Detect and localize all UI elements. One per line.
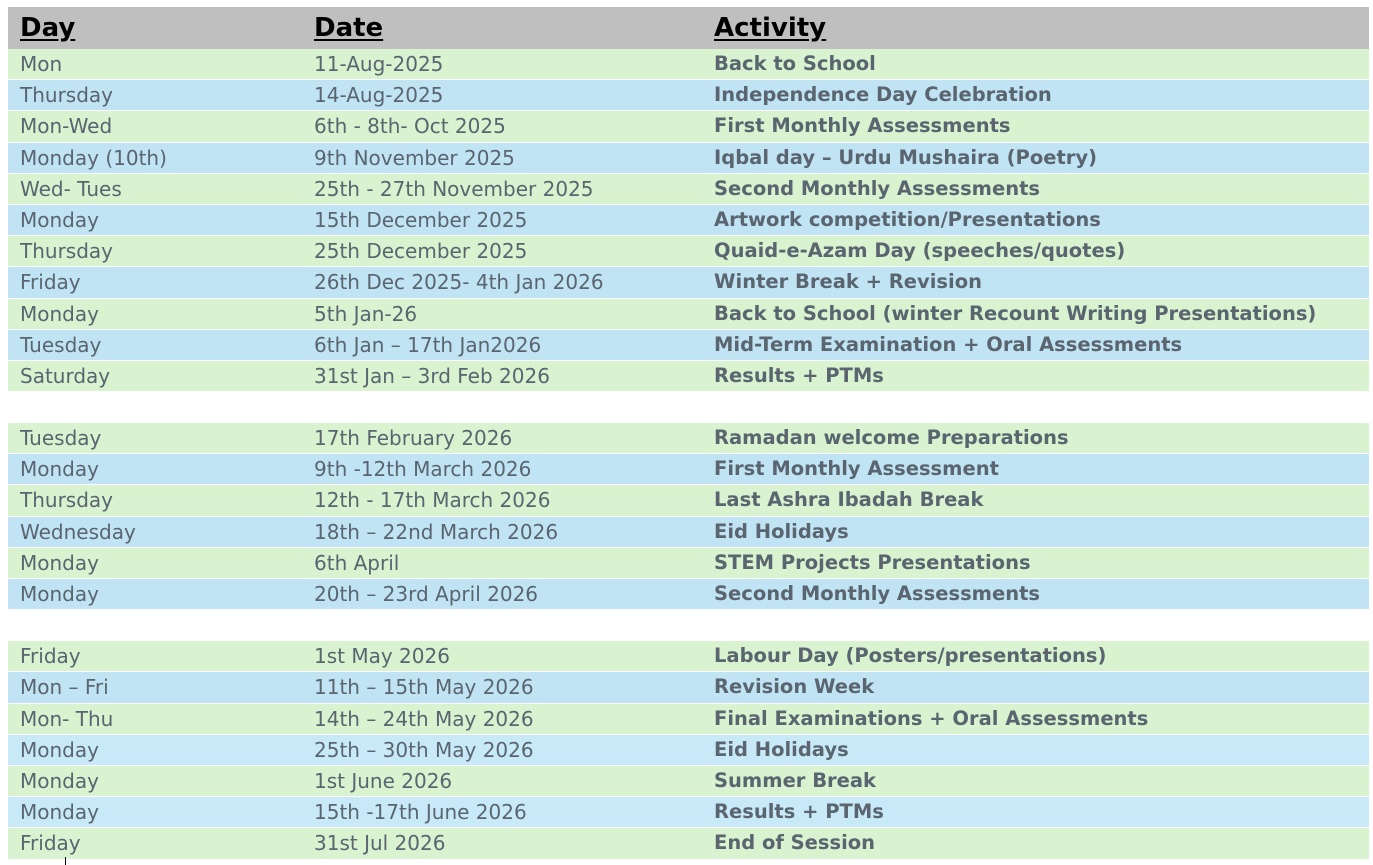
cell-date: 15th December 2025 (314, 207, 528, 232)
table-row (8, 299, 1369, 330)
cell-date: 9th -12th March 2026 (314, 457, 532, 482)
cell-day: Friday (20, 644, 81, 669)
table-row (8, 548, 1369, 579)
cell-date: 12th - 17th March 2026 (314, 488, 551, 513)
table-row (8, 174, 1369, 205)
cell-activity: Results + PTMs (714, 800, 884, 824)
table-group-1 (8, 49, 1369, 392)
cell-day: Monday (20, 457, 99, 482)
cell-activity: Revision Week (714, 675, 875, 699)
table-group-2 (8, 423, 1369, 610)
cell-day: Mon – Fri (20, 675, 109, 700)
table-row (8, 672, 1369, 703)
cell-day: Mon-Wed (20, 114, 113, 139)
table-row (8, 111, 1369, 142)
cell-activity: Second Monthly Assessments (714, 582, 1041, 605)
cell-date: 15th -17th June 2026 (314, 800, 527, 825)
cell-day: Friday (20, 270, 81, 295)
cell-day: Tuesday (20, 332, 102, 357)
cell-day: Saturday (20, 363, 111, 388)
cell-date: 14th – 24th May 2026 (314, 706, 534, 731)
cell-date: 11th – 15th May 2026 (314, 675, 534, 700)
cell-date: 1st June 2026 (314, 768, 453, 793)
cell-activity: First Monthly Assessments (714, 114, 1011, 138)
header-day: Day (20, 13, 76, 43)
table-row (8, 485, 1369, 516)
cell-date: 1st May 2026 (314, 644, 450, 669)
cell-day: Monday (20, 207, 99, 232)
cell-date: 31st Jan – 3rd Feb 2026 (314, 363, 550, 388)
schedule-table (8, 7, 1369, 860)
cell-activity: Iqbal day – Urdu Mushaira (Poetry) (714, 145, 1098, 169)
cell-date: 11-Aug-2025 (314, 52, 444, 76)
header-activity: Activity (714, 13, 827, 43)
cell-day: Mon- Thu (20, 706, 114, 731)
cell-activity: Winter Break + Revision (714, 270, 982, 294)
table-row (8, 797, 1369, 828)
cell-activity: Back to School (winter Recount Writing Presentations) (714, 301, 1317, 325)
cell-activity: Eid Holidays (714, 519, 849, 543)
cell-activity: Mid-Term Examination + Oral Assessments (714, 332, 1183, 356)
table-row (8, 828, 1369, 859)
cell-activity: Independence Day Celebration (714, 83, 1052, 107)
table-row (8, 205, 1369, 236)
table-row (8, 267, 1369, 298)
cell-day: Mon (20, 52, 63, 76)
cell-day: Monday (20, 768, 99, 793)
table-row (8, 517, 1369, 548)
table-group-3 (8, 641, 1369, 859)
table-row (8, 143, 1369, 174)
cell-date: 25th – 30th May 2026 (314, 737, 534, 762)
table-header (8, 7, 1369, 49)
cell-date: 6th - 8th- Oct 2025 (314, 114, 506, 139)
table-row (8, 423, 1369, 454)
cell-activity: Labour Day (Posters/presentations) (714, 644, 1107, 668)
cell-date: 31st Jul 2026 (314, 831, 446, 856)
cell-date: 25th December 2025 (314, 239, 528, 264)
cell-day: Thursday (20, 488, 113, 513)
table-row (8, 766, 1369, 797)
cell-day: Monday (20, 582, 99, 606)
cell-date: 9th November 2025 (314, 145, 515, 170)
cell-activity: Final Examinations + Oral Assessments (714, 706, 1149, 730)
cell-activity: Last Ashra Ibadah Break (714, 488, 984, 512)
group-spacer (8, 392, 1369, 423)
table-row (8, 236, 1369, 267)
cell-date: 6th April (314, 550, 400, 575)
table-row (8, 454, 1369, 485)
cell-activity: Summer Break (714, 768, 877, 792)
cell-day: Monday (20, 550, 99, 575)
group-spacer (8, 610, 1369, 641)
cell-day: Monday (20, 800, 99, 825)
cell-date: 25th - 27th November 2025 (314, 176, 594, 201)
table-row (8, 80, 1369, 111)
cell-day: Wednesday (20, 519, 136, 544)
text-cursor-icon (65, 857, 66, 865)
cell-activity: Artwork competition/Presentations (714, 207, 1101, 231)
cell-date: 6th Jan – 17th Jan2026 (314, 332, 542, 357)
cell-day: Thursday (20, 83, 113, 108)
cell-activity: Ramadan welcome Preparations (714, 426, 1069, 450)
cell-day: Monday (10th) (20, 145, 167, 170)
cell-activity: Back to School (714, 52, 876, 75)
cell-date: 26th Dec 2025- 4th Jan 2026 (314, 270, 604, 295)
table-row (8, 579, 1369, 610)
cell-date: 20th – 23rd April 2026 (314, 582, 539, 606)
cell-day: Friday (20, 831, 81, 856)
cell-date: 17th February 2026 (314, 426, 513, 451)
cell-activity: Quaid-e-Azam Day (speeches/quotes) (714, 239, 1126, 263)
cell-activity: End of Session (714, 831, 876, 855)
cell-day: Wed- Tues (20, 176, 122, 201)
cell-activity: Second Monthly Assessments (714, 176, 1041, 200)
cell-activity: Eid Holidays (714, 737, 849, 761)
cell-day: Monday (20, 737, 99, 762)
table-row (8, 735, 1369, 766)
table-row (8, 361, 1369, 392)
table-row (8, 704, 1369, 735)
cell-date: 5th Jan-26 (314, 301, 418, 326)
cell-activity: First Monthly Assessment (714, 457, 999, 481)
cell-activity: STEM Projects Presentations (714, 550, 1031, 574)
header-date: Date (314, 13, 384, 43)
table-row (8, 330, 1369, 361)
cell-day: Thursday (20, 239, 113, 264)
table-row (8, 49, 1369, 80)
cell-date: 14-Aug-2025 (314, 83, 444, 108)
cell-date: 18th – 22nd March 2026 (314, 519, 559, 544)
cell-day: Monday (20, 301, 99, 326)
cell-activity: Results + PTMs (714, 363, 884, 387)
table-row (8, 641, 1369, 672)
cell-day: Tuesday (20, 426, 102, 451)
